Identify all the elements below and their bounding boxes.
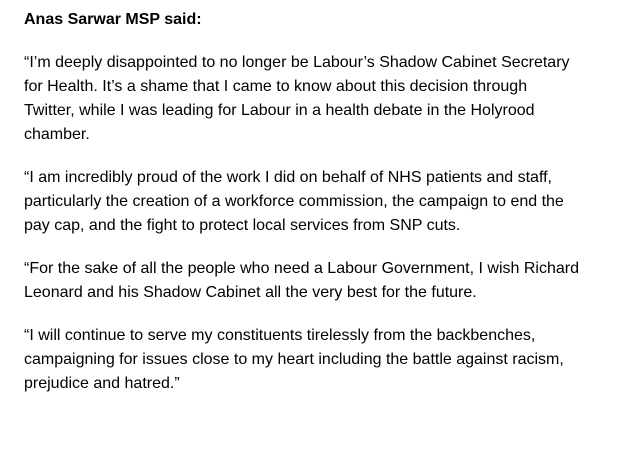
paragraph-line: pay cap, and the fight to protect local services from SNP cuts. (24, 217, 461, 234)
statement-heading: Anas Sarwar MSP said: (24, 11, 202, 28)
paragraph-line: Leonard and his Shadow Cabinet all the very best for the future. (24, 284, 477, 301)
paragraph-2 (24, 166, 634, 238)
paragraph-line: campaigning for issues close to my heart including the battle against racism, (24, 351, 564, 368)
paragraph-line: “For the sake of all the people who need a Labour Government, I wish Richard (24, 260, 579, 277)
paragraph-line: particularly the creation of a workforce commission, the campaign to end the (24, 193, 564, 210)
paragraph-line: Twitter, while I was leading for Labour in a health debate in the Holyrood (24, 102, 535, 119)
statement-document (24, 8, 634, 415)
paragraph-line: “I am incredibly proud of the work I did on behalf of NHS patients and staff, (24, 169, 552, 186)
paragraph-line: prejudice and hatred.” (24, 375, 180, 392)
paragraph-4 (24, 324, 634, 396)
paragraph-line: “I will continue to serve my constituents tirelessly from the backbenches, (24, 327, 536, 344)
paragraph-line: chamber. (24, 126, 90, 143)
paragraph-3 (24, 257, 634, 305)
paragraph-line: for Health. It’s a shame that I came to know about this decision through (24, 78, 528, 95)
paragraph-1 (24, 51, 634, 147)
paragraph-line: “I’m deeply disappointed to no longer be Labour’s Shadow Cabinet Secretary (24, 54, 570, 71)
